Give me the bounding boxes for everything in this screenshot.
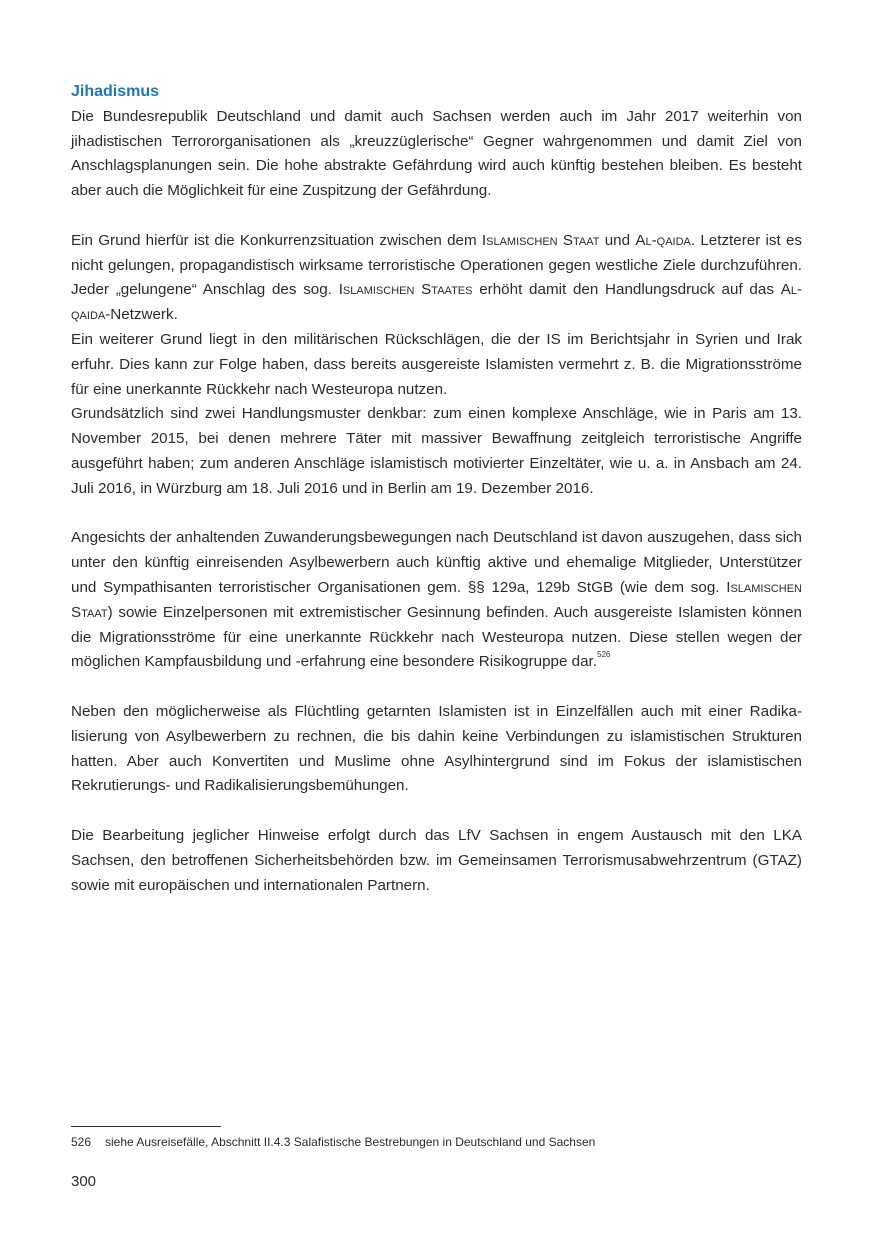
text-run: . Letzterer ist es nicht gelungen, propagandistisch wirksame terroristische Operationen gegen westliche Ziele durchzuführen. Jeder „gelungene“ Anschlag des sog.: [71, 231, 802, 299]
footnote-text: siehe Ausreisefälle, Abschnitt II.4.3 Salafistische Bestrebungen in Deutschland und Sachsen: [105, 1135, 596, 1149]
footnote-divider: [71, 1126, 221, 1127]
paragraph-2: [71, 229, 802, 328]
paragraph-3: Ein weiterer Grund liegt in den militärischen Rückschlägen, die der IS im Berichtsjahr in Syrien und Irak erfuhr. Dies kann zur Folge haben, dass bereits ausgereiste Islamisten vermehrt z. B. die Migrationsströme für eine unerkannte Rückkehr nach Westeuropa nutzen.: [71, 330, 802, 398]
text-run: -Netzwerk.: [105, 306, 178, 324]
footnote-reference[interactable]: 526: [597, 650, 611, 660]
paragraph-6: Neben den möglicherweise als Flüchtling getarnten Islamisten ist in Einzelfällen auch mit einer Radikalisierung von Asylbewerbern zu rechnen, die bis dahin keine Verbindungen zu islamistischen Strukturen hatten. Aber auch Konvertiten und Muslime ohne Asylhintergrund sind im Fokus der islamistischen Rekrutierungs- und Radikalisierungsbemühungen.: [71, 702, 802, 795]
footnote: [71, 1134, 802, 1150]
section-heading: Jihadismus: [71, 83, 160, 100]
org-name-islamischer-staat: Islamischen Staates: [338, 281, 473, 299]
org-name-islamischer-staat: Islamischen Staat: [481, 231, 600, 249]
text-run: Angesichts der anhaltenden Zuwanderungsbewegungen nach Deutschland ist davon auszugehen, dass sich unter den künftig einreisenden Asylbewerbern auch künftig aktive und ehemalige Mitglieder, Unterstützer und Sympathisanten terroristischer Organisationen gem. §§ 129a, 129b StGB (wie dem sog.: [71, 529, 802, 596]
paragraph-gap: [71, 204, 802, 229]
org-name-al-qaida: Al-qaida: [71, 281, 802, 324]
org-name-al-qaida: Al-qaida: [635, 231, 691, 249]
footnote-number: 526: [71, 1135, 92, 1149]
paragraph-1: Die Bundesrepublik Deutschland und damit auch Sachsen werden auch im Jahr 2017 weiterhin von jihadistischen Terrororganisationen als „kreuzzüglerische“ Gegner wahrgenommen und damit Ziel von Anschlagsplanungen sein. Die hohe abstrakte Gefährdung wird auch künftig bestehen bleiben. Es besteht aber auch die Möglichkeit für eine Zuspitzung der Gefährdung.: [71, 107, 802, 200]
org-name-islamischer-staat: Islamischen Staat: [71, 578, 802, 621]
text-run: Ein Grund hierfür ist die Konkurrenzsituation zwischen dem: [71, 231, 482, 249]
text-run: erhöht damit den Handlungsdruck auf das: [472, 281, 781, 299]
paragraph-gap: [71, 675, 802, 700]
paragraph-7: Die Bearbeitung jeglicher Hinweise erfolgt durch das LfV Sachsen in engem Austausch mit den LKA Sachsen, den betroffenen Sicherheitsbehörden bzw. im Gemeinsamen Terrorismusabwehrzentrum (GTAZ) sowie mit europäischen und internationalen Partnern.: [71, 826, 802, 894]
paragraph-gap: [71, 799, 802, 824]
page-number: 300: [71, 1173, 97, 1190]
main-content: [71, 80, 802, 898]
paragraph-gap: [71, 502, 802, 527]
text-run: ) sowie Einzelpersonen mit extremistischer Gesinnung befinden. Auch ausgereiste Islamisten können die Migrationsströme für eine unerkannte Rückkehr nach Westeuropa nutzen. Diese stellen wegen der möglichen Kampfausbildung und -erfahrung eine besondere Risikogruppe dar.: [71, 603, 802, 671]
paragraph-5: [71, 526, 802, 675]
paragraph-4: Grundsätzlich sind zwei Handlungsmuster denkbar: zum einen komplexe Anschläge, wie in Paris am 13. November 2015, bei denen mehrere Täter mit massiver Bewaffnung zeitgleich terroristische Angriffe ausgeführt haben; zum anderen Anschläge islamistisch motivierter Einzeltäter, wie u. a. in Ansbach am 24. Juli 2016, in Würzburg am 18. Juli 2016 und in Berlin am 19. Dezember 2016.: [71, 405, 802, 497]
text-run: und: [599, 231, 636, 249]
